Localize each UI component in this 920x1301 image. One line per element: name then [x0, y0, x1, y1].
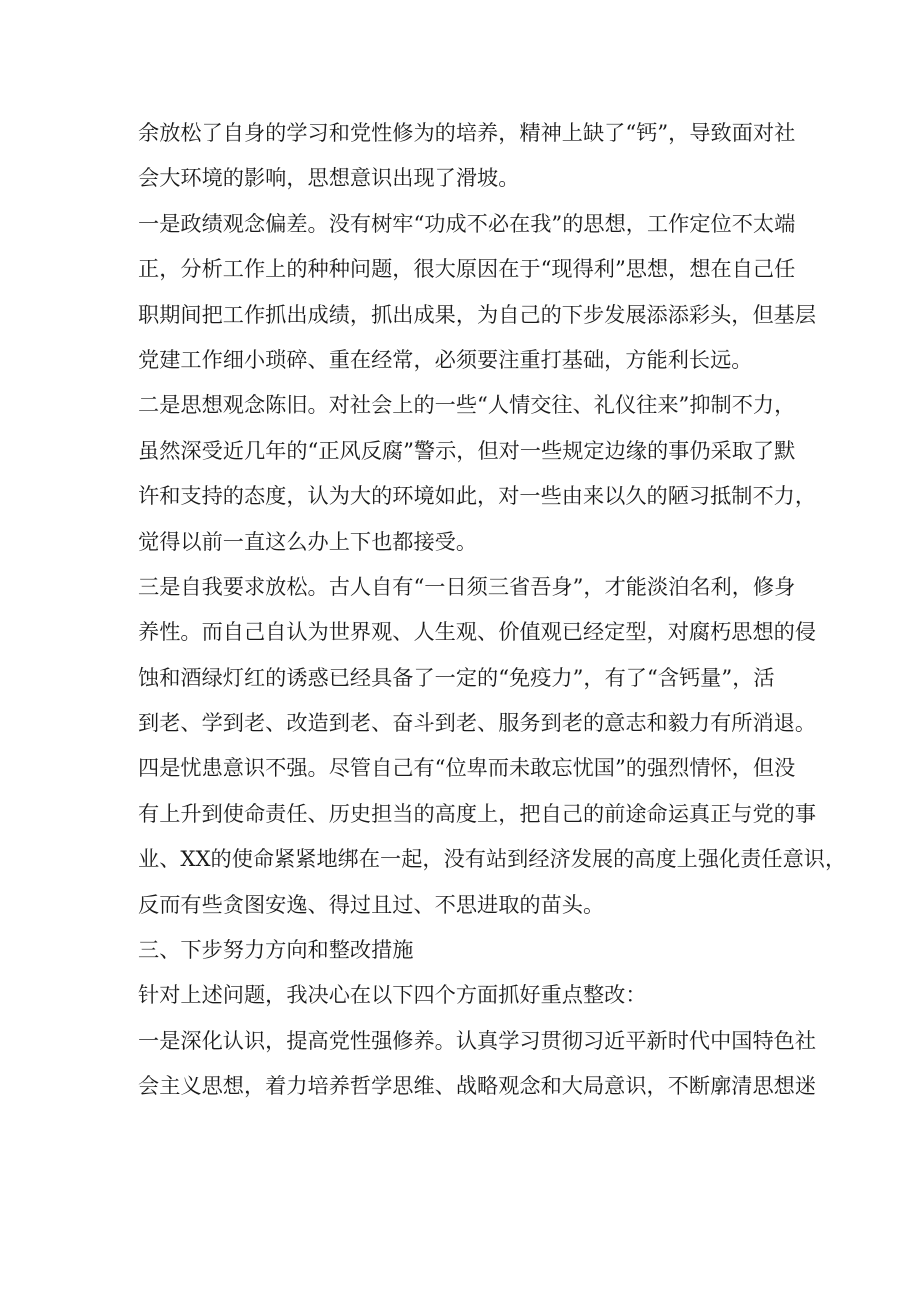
text-line: 四是忧患意识不强。尽管自己有“位卑而未敢忘忧国”的强烈情怀，但没 — [138, 755, 796, 781]
text-line: 养性。而自己自认为世界观、人生观、价值观已经定型，对腐朽思想的侵 — [138, 619, 817, 645]
text-line: 针对上述问题，我决心在以下四个方面抓好重点整改： — [138, 982, 647, 1008]
section-heading: 三、下步努力方向和整改措施 — [138, 937, 414, 963]
text-line: 职期间把工作抓出成绩，抓出成果，为自己的下步发展添添彩头，但基层 — [138, 301, 817, 327]
text-line: 有上升到使命责任、历史担当的高度上，把自己的前途命运真正与党的事 — [138, 800, 817, 826]
text-line: 觉得以前一直这么办上下也都接受。 — [138, 528, 478, 554]
text-line: 三是自我要求放松。古人自有“一日须三省吾身”，才能淡泊名利，修身 — [138, 573, 796, 599]
text-line: 许和支持的态度，认为大的环境如此，对一些由来以久的陋习抵制不力， — [138, 483, 817, 509]
text-line: 虽然深受近几年的“正风反腐”警示，但对一些规定边缘的事仍采取了默 — [138, 437, 796, 463]
text-line: 反而有些贪图安逸、得过且过、不思进取的苗头。 — [138, 891, 605, 917]
document-body — [138, 110, 847, 1109]
text-line: 会大环境的影响，思想意识出现了滑坡。 — [138, 165, 520, 191]
text-line: 正，分析工作上的种种问题，很大原因在于“现得利”思想，想在自己任 — [138, 256, 796, 282]
text-line: 一是政绩观念偏差。没有树牢“功成不必在我”的思想，工作定位不太端 — [138, 210, 796, 236]
text-line: 党建工作细小琐碎、重在经常，必须要注重打基础，方能利长远。 — [138, 346, 753, 372]
text-line: 蚀和酒绿灯红的诱惑已经具备了一定的“免疫力”，有了“含钙量”，活 — [138, 664, 775, 690]
text-line: 余放松了自身的学习和党性修为的培养，精神上缺了“钙”，导致面对社 — [138, 120, 796, 145]
text-line: 一是深化认识，提高党性强修养。认真学习贯彻习近平新时代中国特色社 — [138, 1027, 817, 1053]
text-line: 业、XX的使命紧紧地绑在一起，没有站到经济发展的高度上强化责任意识， — [138, 846, 847, 872]
text-line: 会主义思想，着力培养哲学思维、战略观念和大局意识，不断廓清思想迷 — [138, 1073, 817, 1099]
text-line: 到老、学到老、改造到老、奋斗到老、服务到老的意志和毅力有所消退。 — [138, 710, 817, 736]
text-line: 二是思想观念陈旧。对社会上的一些“人情交往、礼仪往来”抑制不力， — [138, 392, 796, 418]
